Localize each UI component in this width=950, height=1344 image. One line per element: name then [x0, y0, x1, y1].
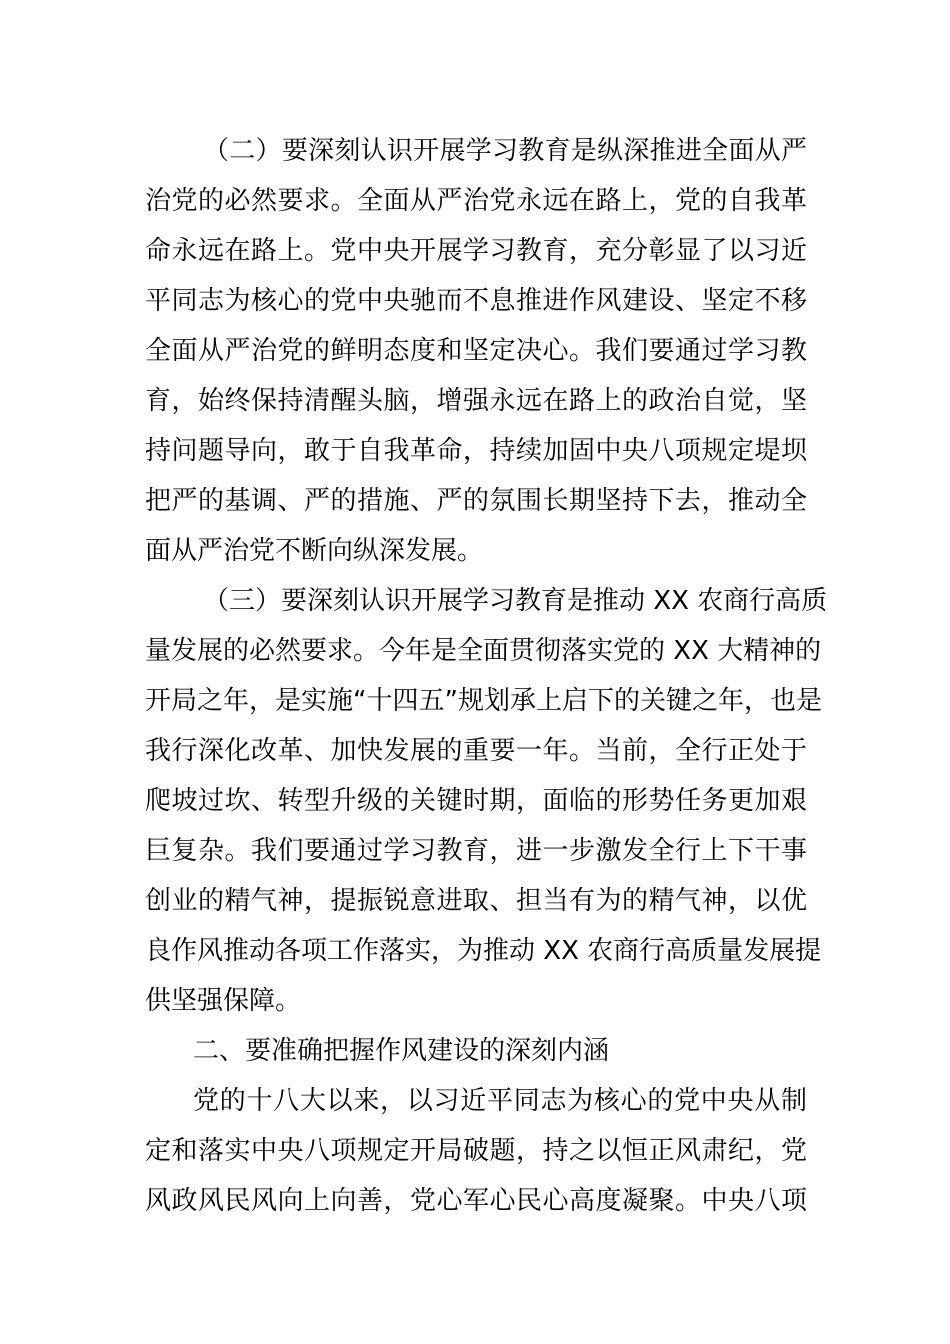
text-line: 风政风民风向上向善，党心军心民心高度凝聚。中央八项: [145, 1186, 807, 1216]
text-line: 治党的必然要求。全面从严治党永远在路上，党的自我革: [145, 186, 807, 216]
text-line: 全面从严治党的鲜明态度和坚定决心。我们要通过学习教: [145, 336, 807, 366]
text-line: 定和落实中央八项规定开局破题，持之以恒正风肃纪，党: [145, 1136, 807, 1166]
text-line: 巨复杂。我们要通过学习教育，进一步激发全行上下干事: [145, 836, 807, 866]
text-line: 命永远在路上。党中央开展学习教育，充分彰显了以习近: [145, 236, 807, 266]
section-heading: 二、要准确把握作风建设的深刻内涵: [193, 1036, 610, 1066]
text-line: 党的十八大以来，以习近平同志为核心的党中央从制: [193, 1086, 807, 1116]
text-line: 良作风推动各项工作落实，为推动 XX 农商行高质量发展提: [145, 936, 822, 966]
text-line: 育，始终保持清醒头脑，增强永远在路上的政治自觉，坚: [145, 386, 807, 416]
text-line: 持问题导向，敢于自我革命，持续加固中央八项规定堤坝: [145, 436, 807, 466]
text-line: 平同志为核心的党中央驰而不息推进作风建设、坚定不移: [145, 286, 807, 316]
text-line: 开局之年，是实施“十四五”规划承上启下的关键之年，也是: [145, 686, 822, 716]
text-line: 爬坡过坎、转型升级的关键时期，面临的形势任务更加艰: [145, 786, 807, 816]
text-line: 创业的精气神，提振锐意进取、担当有为的精气神，以优: [145, 886, 807, 916]
paragraph-2-heading-line: （二）要深刻认识开展学习教育是纵深推进全面从严: [203, 136, 807, 166]
text-line: 把严的基调、严的措施、严的氛围长期坚持下去，推动全: [145, 486, 807, 516]
text-line: 我行深化改革、加快发展的重要一年。当前，全行正处于: [145, 736, 807, 766]
text-line: 面从严治党不断向纵深发展。: [145, 536, 484, 566]
text-line: 量发展的必然要求。今年是全面贯彻落实党的 XX 大精神的: [145, 636, 822, 666]
text-line: 供坚强保障。: [145, 986, 302, 1016]
paragraph-3-heading-line: （三）要深刻认识开展学习教育是推动 XX 农商行高质: [203, 586, 828, 616]
